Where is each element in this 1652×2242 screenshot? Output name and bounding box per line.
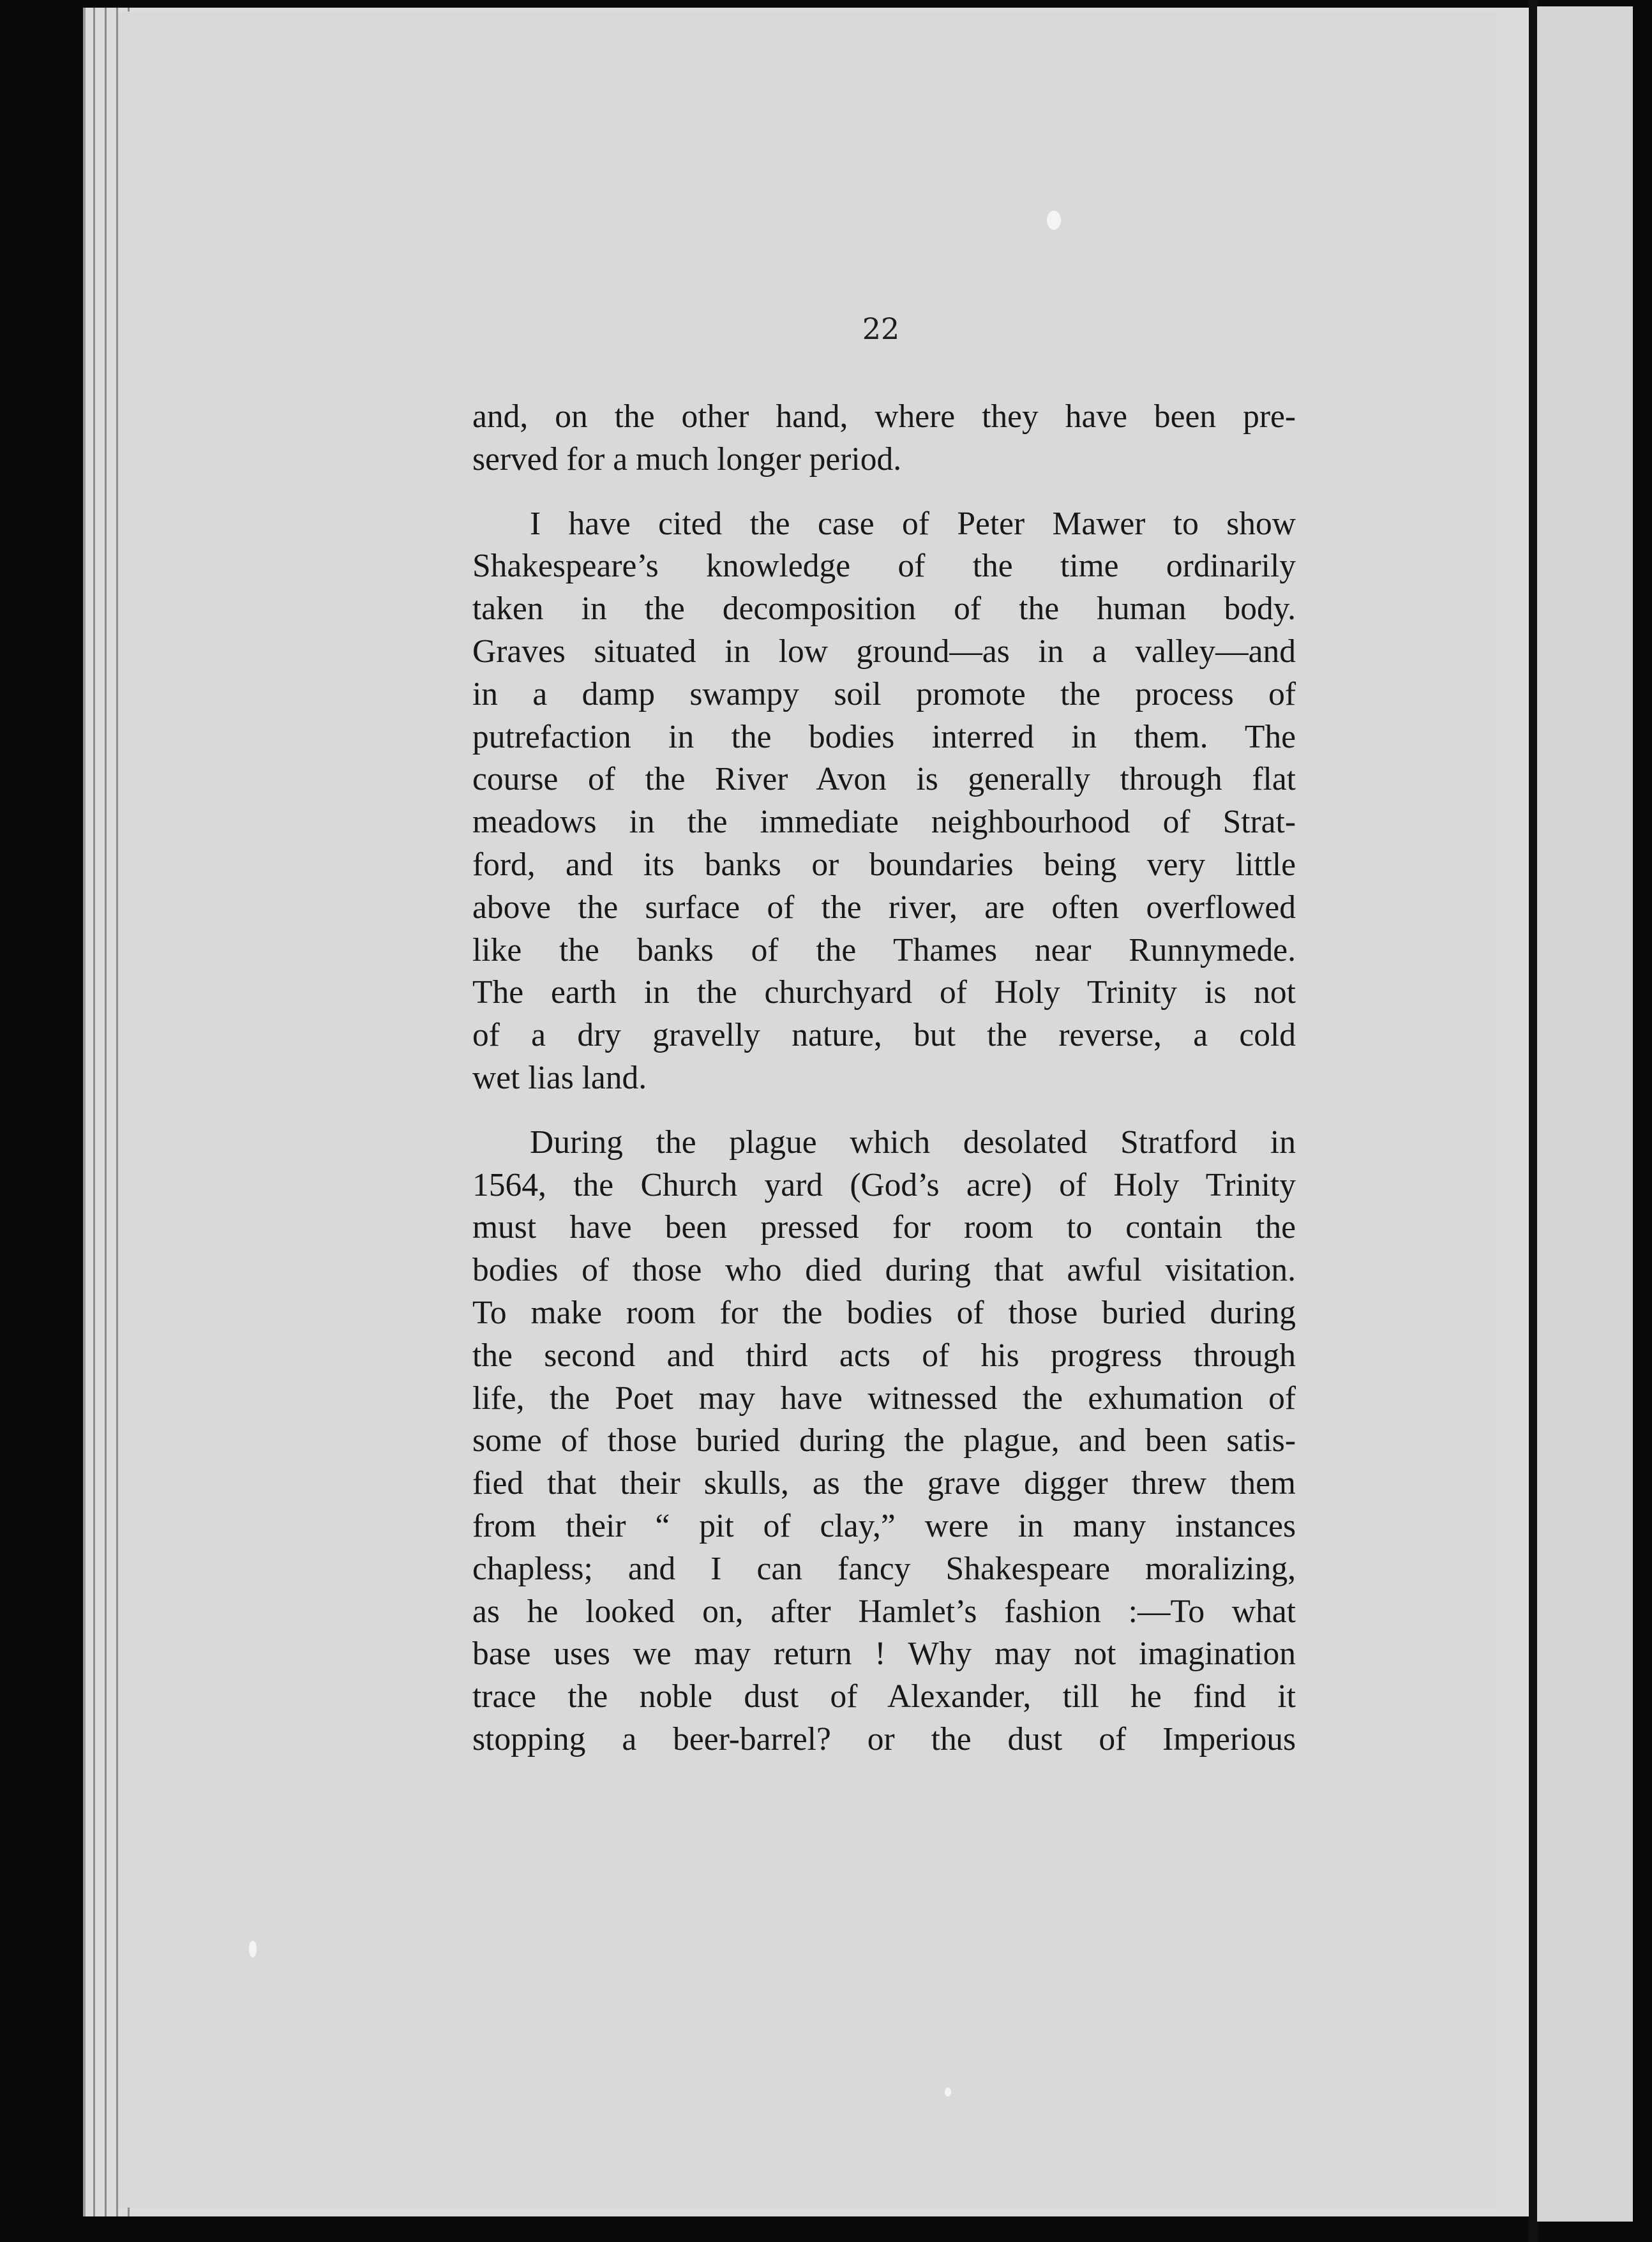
text-line: taken in the decomposition of the human body. (472, 591, 1296, 628)
page-edge (93, 8, 95, 2216)
text-line: 1564, the Church yard (God’s acre) of Holy Trinity (472, 1166, 1296, 1203)
text-line: base uses we may return ! Why may not imagination (472, 1636, 1296, 1673)
text-line: During the plague which desolated Stratford in (530, 1124, 1296, 1161)
text-line: and, on the other hand, where they have been pre- (472, 398, 1296, 435)
text-line: fied that their skulls, as the grave digger threw them (472, 1465, 1296, 1502)
body-text (472, 396, 1296, 1761)
text-line: bodies of those who died during that awful visitation. (472, 1252, 1296, 1289)
text-line: of a dry gravelly nature, but the reverse, a cold (472, 1017, 1296, 1054)
text-line: served for a much longer period. (472, 440, 902, 478)
text-line: in a damp swampy soil promote the process of (472, 675, 1296, 712)
text-line: course of the River Avon is generally through flat (472, 761, 1296, 798)
text-line: the second and third acts of his progress through (472, 1337, 1296, 1374)
text-line: meadows in the immediate neighbourhood of Strat- (472, 804, 1296, 841)
text-line: as he looked on, after Hamlet’s fashion :—To what (472, 1593, 1296, 1630)
text-line: stopping a beer-barrel? or the dust of Imperious (472, 1720, 1296, 1757)
scan-speck (249, 1941, 257, 1957)
text-line: The earth in the churchyard of Holy Trinity is not (472, 974, 1296, 1011)
text-line: ford, and its banks or boundaries being very little (472, 846, 1296, 883)
text-line: like the banks of the Thames near Runnymede. (472, 931, 1296, 968)
text-line: wet lias land. (472, 1059, 647, 1096)
page-edge (105, 8, 107, 2216)
scan-speck (1047, 211, 1061, 230)
paragraph (472, 1122, 1296, 1761)
book-spine (1529, 0, 1538, 2242)
text-line: above the surface of the river, are often overflowed (472, 889, 1296, 926)
text-line: some of those buried during the plague, and been satis- (472, 1422, 1296, 1459)
facing-page-edge (1537, 6, 1633, 2222)
text-line: from their “ pit of clay,” were in many instances (472, 1507, 1296, 1544)
paragraph (472, 503, 1296, 1100)
text-line: putrefaction in the bodies interred in them. The (472, 718, 1296, 755)
text-line: Graves situated in low ground—as in a valley—and (472, 633, 1296, 670)
text-line: chapless; and I can fancy Shakespeare moralizing, (472, 1550, 1296, 1587)
text-line: must have been pressed for room to contain the (472, 1209, 1296, 1246)
scan-speck (945, 2088, 951, 2096)
text-line: To make room for the bodies of those buried during (472, 1294, 1296, 1331)
paragraph (472, 396, 1296, 481)
text-line: I have cited the case of Peter Mawer to show (530, 505, 1296, 542)
text-line: trace the noble dust of Alexander, till he find it (472, 1678, 1296, 1715)
text-line: Shakespeare’s knowledge of the time ordinarily (472, 548, 1296, 585)
page-number: 22 (862, 312, 900, 346)
text-line: life, the Poet may have witnessed the exhumation of (472, 1380, 1296, 1417)
